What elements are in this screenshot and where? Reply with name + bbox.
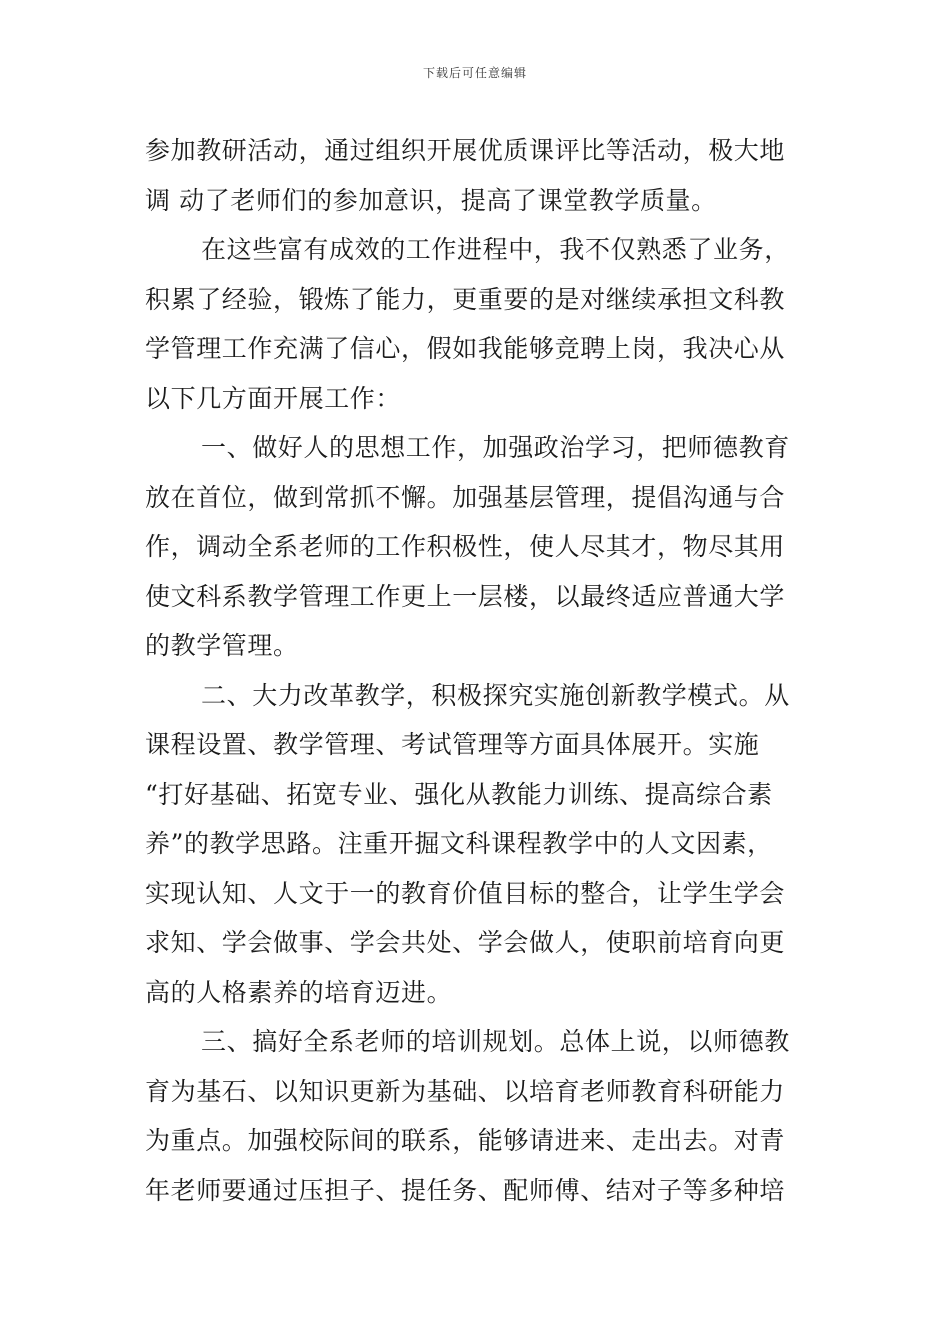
text-line: 育为基石、以知识更新为基础、以培育老师教育科研能力 — [145, 1076, 786, 1106]
text-line: 年老师要通过压担子、提任务、配师傅、结对子等多种培 — [145, 1175, 786, 1205]
text-line: 求知、学会做事、学会共处、学会做人，使职前培育向更 — [145, 928, 786, 957]
text-line: 放在首位，做到常抓不懈。加强基层管理，提倡沟通与合 — [145, 482, 786, 512]
text-line: 作，调动全系老师的工作积极性，使人尽其才，物尽其用 — [145, 532, 786, 561]
text-line: 的教学管理。 — [145, 631, 299, 660]
text-line: 参加教研活动，通过组织开展优质课评比等活动，极大地 — [145, 136, 786, 165]
text-line: 积累了经验，锻炼了能力，更重要的是对继续承担文科教 — [145, 284, 786, 314]
paragraph-start-line: 一、做好人的思想工作，加强政治学习，把师德教育 — [201, 433, 790, 462]
text-line: 高的人格素养的培育迈进。 — [145, 977, 453, 1007]
document-body — [145, 126, 810, 1215]
text-line: 养”的教学思路。注重开掘文科课程教学中的人文因素， — [145, 829, 773, 858]
paragraph-start-line: 在这些富有成效的工作进程中，我不仅熟悉了业务， — [201, 235, 790, 264]
text-line: 为重点。加强校际间的联系，能够请进来、走出去。对青 — [145, 1126, 786, 1155]
text-line: 实现认知、人文于一的教育价值目标的整合，让学生学会 — [145, 878, 786, 908]
text-line: 调 动了老师们的参加意识，提高了课堂教学质量。 — [145, 185, 717, 215]
text-line: 使文科系教学管理工作更上一层楼，以最终适应普通大学 — [145, 581, 786, 611]
text-line: 以下几方面开展工作： — [145, 383, 402, 413]
paragraph-start-line: 三、搞好全系老师的培训规划。总体上说，以师德教 — [201, 1027, 790, 1056]
text-line: 课程设置、教学管理、考试管理等方面具体展开。实施 — [145, 730, 760, 759]
text-line: “打好基础、拓宽专业、强化从教能力训练、提高综合素 — [145, 779, 773, 809]
paragraph-start-line: 二、大力改革教学，积极探究实施创新教学模式。从 — [201, 680, 790, 710]
text-line: 学管理工作充满了信心，假如我能够竞聘上岗，我决心从 — [145, 334, 786, 363]
page-header: 下载后可任意编辑 — [422, 66, 527, 80]
